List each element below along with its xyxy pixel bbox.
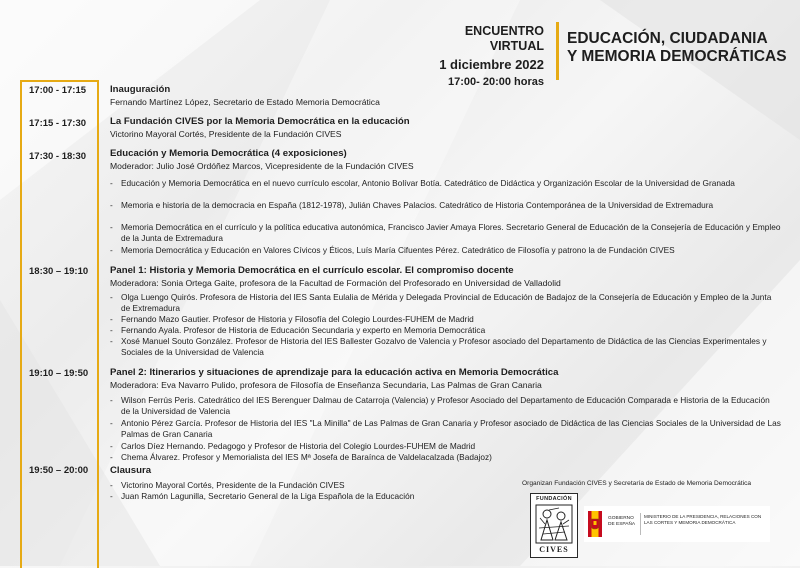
header-divider bbox=[556, 22, 559, 80]
government-name: GOBIERNO DE ESPAÑA bbox=[608, 516, 636, 527]
list-item: - Fernando Mazo Gautier. Profesor de Historia y Filosofía del Colegio Lourdes-FUHEM de Madrid bbox=[110, 314, 474, 324]
title-line-1: EDUCACIÓN, CIUDADANIA bbox=[567, 30, 768, 47]
cives-logo-bottom-text: CIVES bbox=[539, 545, 569, 554]
event-type: ENCUENTRO VIRTUAL bbox=[464, 24, 544, 53]
cives-logo bbox=[530, 493, 578, 558]
session-moderator: Moderadora: Eva Navarro Pulido, profesora de Filosofía de Enseñanza Secundaria, Las Palmas de Gran Canaria bbox=[110, 380, 542, 390]
list-item: - Memoria e historia de la democracia en España (1812-1978), Julián Chaves Palacios. Catedrático de Historia Contemporánea de la Universidad de Extremadura bbox=[110, 200, 714, 210]
event-info bbox=[412, 24, 544, 89]
session-speaker: Fernando Martínez López, Secretario de Estado Memoria Democrática bbox=[110, 97, 380, 107]
logo-divider bbox=[640, 513, 641, 535]
session-title: Educación y Memoria Democrática (4 exposiciones) bbox=[110, 148, 347, 159]
government-logo bbox=[584, 506, 770, 542]
session-title: Inauguración bbox=[110, 84, 171, 95]
list-item: - Fernando Ayala. Profesor de Historia de Educación Secundaria y experto en Memoria Democrática bbox=[110, 325, 486, 335]
list-item: - Memoria Democrática en el currículo y la política educativa autonómica, Francisco Javier Amaya Flores. Secretario General de Educación de la Consejería de Educación y Empleo de la Junta de Extremadura bbox=[110, 222, 781, 243]
list-item: - Chema Álvarez. Profesor y Memorialista del IES Mª Josefa de Baraínca de Valdelacalzada (Badajoz) bbox=[110, 452, 492, 462]
ministry-name: MINISTERIO DE LA PRESIDENCIA, RELACIONES CON LAS CORTES Y MEMORIA DEMOCRÁTICA bbox=[644, 514, 762, 525]
session-moderator: Moderadora: Sonia Ortega Gaite, profesora de la Facultad de Formación del Profesorado en Universidad de Valladolid bbox=[110, 278, 561, 288]
session-title: Clausura bbox=[110, 465, 152, 476]
list-item: - Wilson Ferrús Peris. Catedrático del IES Berenguer Dalmau de Catarroja (Valencia) y Profesor Asociado del Departamento de Educación Comparada e Historia de la Educación de la Universidad de Valencia bbox=[110, 395, 770, 416]
list-item: - Juan Ramón Lagunilla, Secretario General de la Liga Española de la Educación bbox=[110, 491, 415, 501]
organizers-label: Organizan Fundación CIVES y Secretaría de Estado de Memoria Democrática bbox=[522, 480, 752, 487]
coat-of-arms-icon bbox=[590, 518, 600, 530]
title-line-2: Y MEMORIA DEMOCRÁTICAS bbox=[567, 48, 787, 65]
session-title: La Fundación CIVES por la Memoria Democrática en la educación bbox=[110, 116, 410, 127]
session-title: Panel 2: Itinerarios y situaciones de aprendizaje para la educación activa en Memoria Democrática bbox=[110, 367, 559, 378]
list-item: - Carlos Díez Hernando. Pedagogo y Profesor de Historia del Colegio Lourdes-FUHEM de Madrid bbox=[110, 441, 476, 451]
list-item: - Educación y Memoria Democrática en el nuevo currículo escolar, Antonio Bolívar Botía. Catedrático de Didáctica y Organización Escolar de la Universidad de Granada bbox=[110, 178, 735, 188]
session-moderator: Moderador: Julio José Ordóñez Marcos, Vicepresidente de la Fundación CIVES bbox=[110, 161, 414, 171]
session-title: Panel 1: Historia y Memoria Democrática en el currículo escolar. El compromiso docente bbox=[110, 265, 514, 276]
list-item: - Victorino Mayoral Cortés, Presidente de la Fundación CIVES bbox=[110, 480, 345, 490]
list-item: - Xosé Manuel Souto González. Profesor de Historia del IES Ballester Gozalvo de Valencia y Profesor asociado del Departamento de Didáctica de las Ciencias Experimentales y Sociales de la Universidad de Valencia bbox=[110, 336, 767, 357]
time-slot-4: 18:30 – 19:10 bbox=[29, 266, 89, 277]
list-item: - Memoria Democrática y Educación en Valores Cívicos y Éticos, Luís María Cifuentes Pérez. Catedrático de Filosofía y patrono la de Fundación CIVES bbox=[110, 245, 675, 255]
time-slot-6: 19:50 – 20:00 bbox=[29, 465, 89, 476]
time-slot-3: 17:30 - 18:30 bbox=[29, 151, 87, 162]
cives-logo-top-text: FUNDACIÓN bbox=[536, 496, 572, 502]
event-date: 1 diciembre 2022 bbox=[439, 57, 544, 72]
list-item: - Olga Luengo Quirós. Profesora de Historia del IES Santa Eulalia de Mérida y Delegada Provincial de Educación de Badajoz de la Consejería de Educación y Empleo de la Junta de Extremadura bbox=[110, 292, 772, 313]
time-slot-1: 17:00 - 17:15 bbox=[29, 85, 87, 96]
page-title bbox=[567, 30, 787, 66]
cives-emblem-icon bbox=[535, 504, 573, 544]
list-item: - Antonio Pérez García. Profesor de Historia del IES "La Minilla" de Las Palmas de Gran Canaria y Profesor asociado de Didáctica de las Ciencias Sociales de la Universidad de Las Palmas de Gran Canaria bbox=[110, 418, 781, 439]
time-slot-2: 17:15 - 17:30 bbox=[29, 118, 87, 129]
event-hours: 17:00- 20:00 horas bbox=[448, 76, 544, 88]
session-speaker: Victorino Mayoral Cortés, Presidente de la Fundación CIVES bbox=[110, 129, 342, 139]
time-slot-5: 19:10 – 19:50 bbox=[29, 368, 89, 379]
